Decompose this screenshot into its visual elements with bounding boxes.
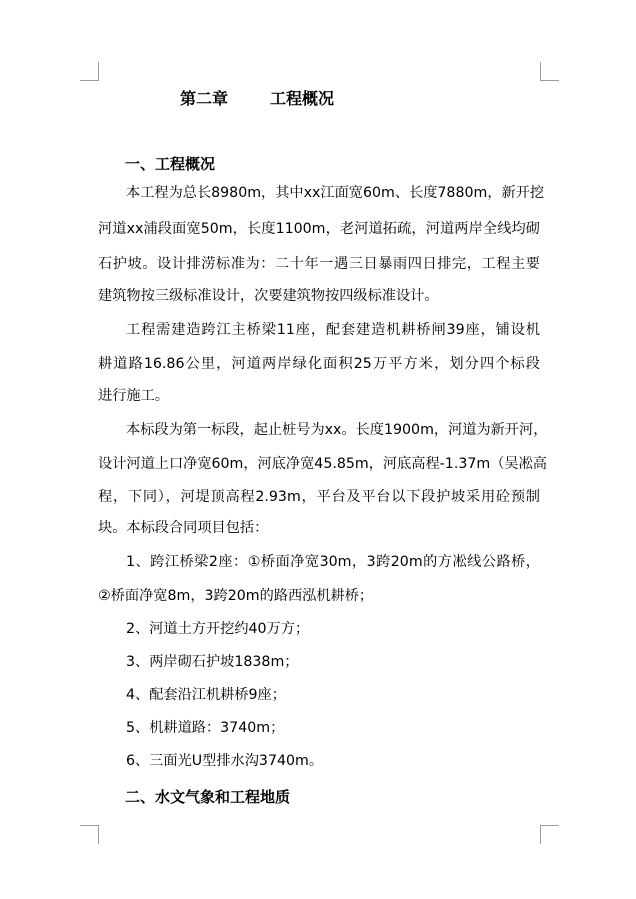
crop-mark-bottom-left xyxy=(80,825,99,844)
paragraph-line: 耕道路16.86公里，河道两岸绿化面积25万平方米，划分四个标段 xyxy=(98,356,540,372)
paragraph-line: 工程需建造跨江主桥梁11座，配套建造机耕桥闸39座，铺设机 xyxy=(126,322,540,338)
crop-mark-bottom-right xyxy=(540,825,559,844)
paragraph-line: 设计河道上口净宽60m，河底净宽45.85m，河底高程-1.37m（吴凇高 xyxy=(98,456,547,472)
crop-mark-top-left xyxy=(80,62,99,81)
paragraph-line: 石护坡。设计排涝标准为：二十年一遇三日暴雨四日排完，工程主要 xyxy=(98,256,540,272)
crop-mark-top-right xyxy=(540,62,559,81)
paragraph-line: 河道xx浦段面宽50m，长度1100m，老河道拓疏，河道两岸全线均砌 xyxy=(98,221,540,237)
chapter-title xyxy=(180,86,334,109)
list-item: 3、两岸砌石护坡1838m； xyxy=(126,654,299,670)
paragraph-line: 本标段为第一标段，起止桩号为xx。长度1900m，河道为新开河， xyxy=(126,422,548,438)
paragraph-line: 程，下同），河堤顶高程2.93m，平台及平台以下段护坡采用砼预制 xyxy=(98,489,540,505)
section-heading-hydrology: 二、水文气象和工程地质 xyxy=(125,788,291,806)
list-item: 4、配套沿江机耕桥9座； xyxy=(126,687,286,703)
section-heading-overview: 一、工程概况 xyxy=(125,155,216,173)
list-item: 6、三面光U型排水沟3740m。 xyxy=(126,753,324,769)
paragraph-line: 本工程为总长8980m，其中xx江面宽60m、长度7880m，新开挖 xyxy=(126,185,545,201)
chapter-number: 第二章 xyxy=(180,89,229,108)
chapter-name: 工程概况 xyxy=(270,89,335,108)
list-item: ②桥面净宽8m，3跨20m的路西泓机耕桥； xyxy=(98,588,374,604)
list-item: 2、河道土方开挖约40万方； xyxy=(126,621,310,637)
paragraph-line: 建筑物按三级标准设计，次要建筑物按四级标准设计。 xyxy=(98,288,439,304)
paragraph-line: 块。本标段合同项目包括： xyxy=(98,520,269,536)
list-item: 5、机耕道路：3740m； xyxy=(126,720,285,736)
list-item: 1、跨江桥梁2座：①桥面净宽30m，3跨20m的方凇线公路桥， xyxy=(126,554,540,570)
paragraph-line: 进行施工。 xyxy=(98,388,169,404)
